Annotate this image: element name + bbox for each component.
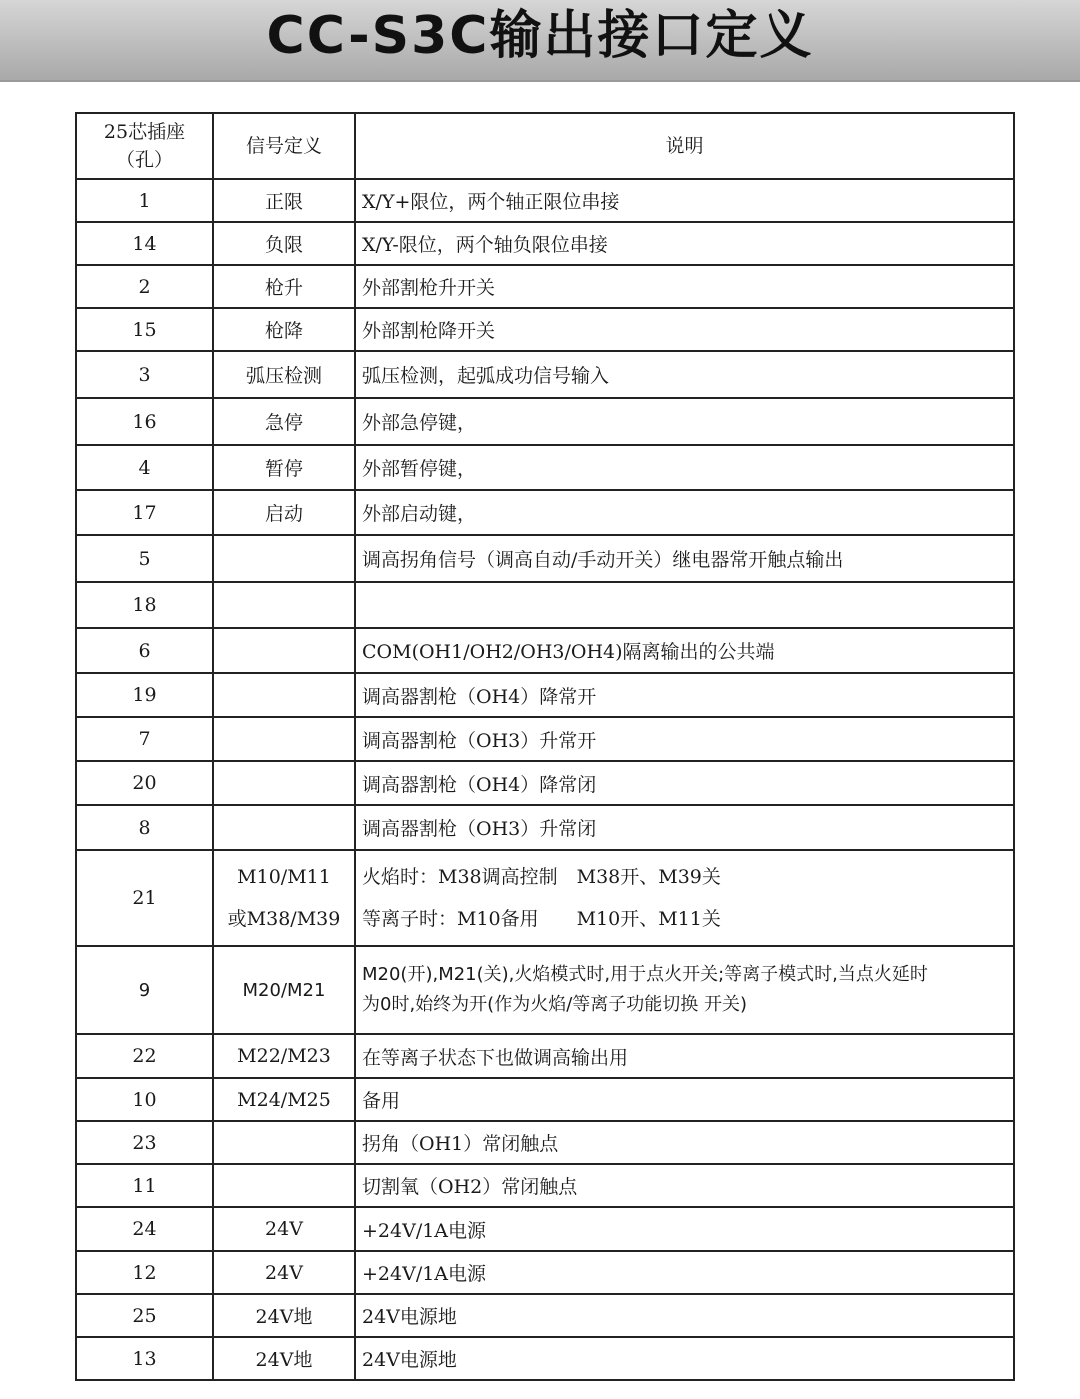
signal-cell: 弧压检测 [213, 351, 355, 398]
description-line: M20(开),M21(关),火焰模式时,用于点火开关;等离子模式时,当点火延时 [362, 964, 928, 985]
signal-cell: M24/M25 [213, 1078, 355, 1121]
description-cell: 24V电源地 [355, 1337, 1014, 1380]
description-cell: 外部启动键， [355, 490, 1014, 535]
signal-cell [213, 1121, 355, 1164]
signal-cell: 启动 [213, 490, 355, 535]
signal-line: M10/M11 [237, 866, 331, 888]
signal-cell [213, 535, 355, 582]
column-header-description: 说明 [355, 113, 1014, 179]
column-header-pin-line1: 25芯插座 [103, 121, 186, 143]
table-row [76, 582, 1014, 628]
description-cell: +24V/1A电源 [355, 1207, 1014, 1251]
signal-cell [213, 673, 355, 717]
description-cell: 备用 [355, 1078, 1014, 1121]
signal-cell: 24V地 [213, 1337, 355, 1380]
signal-cell: 暂停 [213, 445, 355, 490]
signal-cell: 24V [213, 1251, 355, 1294]
description-cell: 拐角（OH1）常闭触点 [355, 1121, 1014, 1164]
pin-cell: 11 [76, 1164, 213, 1207]
description-cell: 24V电源地 [355, 1294, 1014, 1337]
description-cell: 调高拐角信号（调高自动/手动开关）继电器常开触点输出 [355, 535, 1014, 582]
description-cell: 弧压检测，起弧成功信号输入 [355, 351, 1014, 398]
pin-cell: 8 [76, 805, 213, 850]
description-cell: X/Y+限位，两个轴正限位串接 [355, 179, 1014, 222]
table-row [76, 805, 1014, 850]
signal-line: 或M38/M39 [227, 908, 341, 930]
table-row [76, 673, 1014, 717]
description-cell: 外部暂停键， [355, 445, 1014, 490]
table-row [76, 179, 1014, 222]
pin-cell: 22 [76, 1034, 213, 1078]
pin-cell: 12 [76, 1251, 213, 1294]
description-cell: 外部割枪降开关 [355, 308, 1014, 351]
table-row [76, 535, 1014, 582]
pin-cell: 9 [76, 946, 213, 1034]
description-cell [355, 582, 1014, 628]
pin-cell: 10 [76, 1078, 213, 1121]
pin-cell: 3 [76, 351, 213, 398]
description-cell: COM(OH1/OH2/OH3/OH4)隔离输出的公共端 [355, 628, 1014, 673]
description-cell [355, 946, 1014, 1034]
table-row [76, 1034, 1014, 1078]
interface-definition-table [75, 112, 1015, 1381]
signal-cell: 枪升 [213, 265, 355, 308]
pin-cell: 5 [76, 535, 213, 582]
pin-cell: 6 [76, 628, 213, 673]
table-row [76, 628, 1014, 673]
table-row [76, 445, 1014, 490]
description-cell [355, 850, 1014, 946]
table-row [76, 946, 1014, 1034]
signal-cell [213, 1164, 355, 1207]
signal-cell [213, 805, 355, 850]
table-row [76, 351, 1014, 398]
column-header-pin-line2: （孔） [115, 149, 173, 171]
table-row [76, 1164, 1014, 1207]
table-row [76, 1251, 1014, 1294]
pin-cell: 7 [76, 717, 213, 761]
signal-cell [213, 850, 355, 946]
signal-cell: M20/M21 [213, 946, 355, 1034]
page-title: CC-S3C输出接口定义 [266, 6, 814, 66]
pin-cell: 20 [76, 761, 213, 805]
description-cell: 外部割枪升开关 [355, 265, 1014, 308]
pin-cell: 21 [76, 850, 213, 946]
description-cell: 调高器割枪（OH4）降常开 [355, 673, 1014, 717]
table-row [76, 717, 1014, 761]
pin-cell: 16 [76, 398, 213, 445]
description-cell: 外部急停键， [355, 398, 1014, 445]
signal-cell: 负限 [213, 222, 355, 265]
description-line: 为0时,始终为开(作为火焰/等离子功能切换 开关) [362, 994, 748, 1015]
pin-cell: 18 [76, 582, 213, 628]
signal-cell: 24V [213, 1207, 355, 1251]
table-row [76, 398, 1014, 445]
table-row [76, 490, 1014, 535]
pin-cell: 19 [76, 673, 213, 717]
table-row [76, 308, 1014, 351]
column-header-signal: 信号定义 [213, 113, 355, 179]
pin-cell: 1 [76, 179, 213, 222]
pin-cell: 17 [76, 490, 213, 535]
description-line: 等离子时：M10备用 M10开、M11关 [362, 908, 721, 930]
pin-cell: 25 [76, 1294, 213, 1337]
table-row [76, 222, 1014, 265]
pin-cell: 2 [76, 265, 213, 308]
description-cell: +24V/1A电源 [355, 1251, 1014, 1294]
signal-cell [213, 761, 355, 805]
signal-cell: 急停 [213, 398, 355, 445]
description-cell: 在等离子状态下也做调高输出用 [355, 1034, 1014, 1078]
pin-cell: 14 [76, 222, 213, 265]
table-header-row [76, 113, 1014, 179]
table-row [76, 265, 1014, 308]
signal-cell: 正限 [213, 179, 355, 222]
description-cell: 调高器割枪（OH3）升常开 [355, 717, 1014, 761]
signal-cell [213, 717, 355, 761]
table-row [76, 1078, 1014, 1121]
table-row [76, 1121, 1014, 1164]
signal-cell: M22/M23 [213, 1034, 355, 1078]
signal-cell: 24V地 [213, 1294, 355, 1337]
pin-cell: 15 [76, 308, 213, 351]
table-row [76, 1207, 1014, 1251]
description-line: 火焰时：M38调高控制 M38开、M39关 [362, 866, 721, 888]
table-row [76, 1294, 1014, 1337]
table-row [76, 1337, 1014, 1380]
table-row [76, 761, 1014, 805]
table-row [76, 850, 1014, 946]
description-cell: 调高器割枪（OH4）降常闭 [355, 761, 1014, 805]
description-cell: X/Y-限位，两个轴负限位串接 [355, 222, 1014, 265]
description-cell: 调高器割枪（OH3）升常闭 [355, 805, 1014, 850]
pin-cell: 23 [76, 1121, 213, 1164]
column-header-pin [76, 113, 213, 179]
pin-cell: 4 [76, 445, 213, 490]
pin-cell: 24 [76, 1207, 213, 1251]
signal-cell [213, 628, 355, 673]
signal-cell: 枪降 [213, 308, 355, 351]
signal-cell [213, 582, 355, 628]
description-cell: 切割氧（OH2）常闭触点 [355, 1164, 1014, 1207]
pin-cell: 13 [76, 1337, 213, 1380]
title-banner [0, 0, 1080, 82]
